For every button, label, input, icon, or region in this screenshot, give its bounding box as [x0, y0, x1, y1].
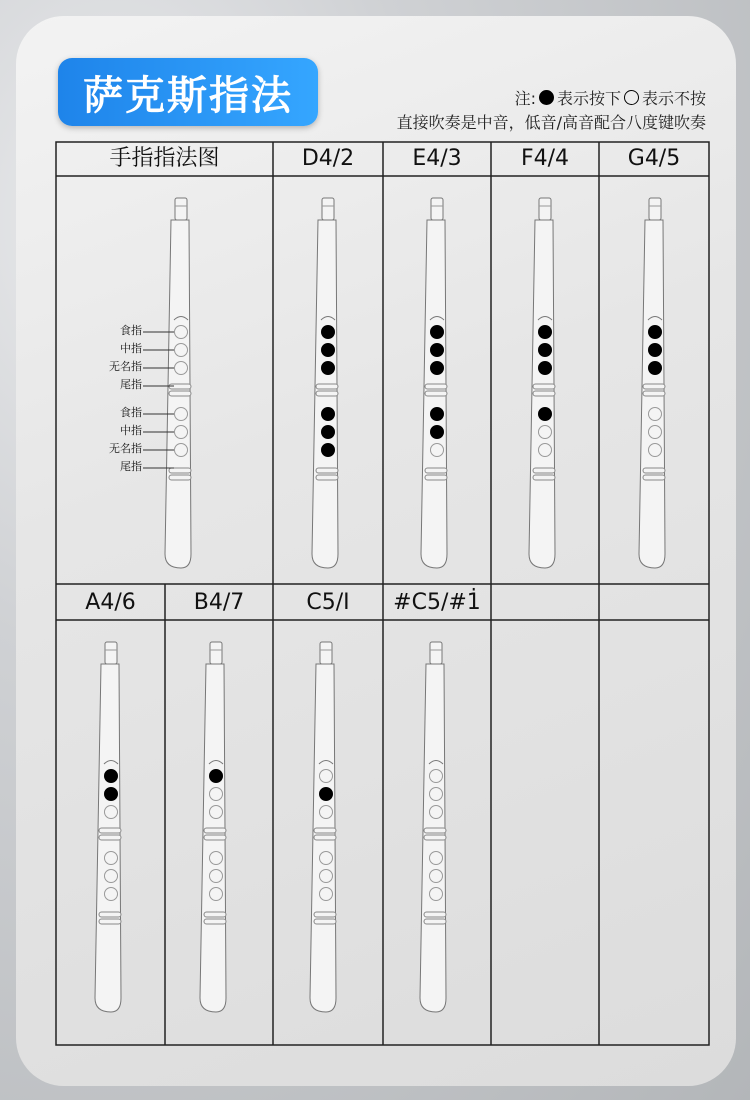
page-title: 萨克斯指法	[83, 72, 293, 119]
saxophone-body	[95, 642, 121, 1012]
pinky-key	[204, 912, 226, 917]
pressed-hole	[539, 326, 552, 339]
pinky-key	[316, 475, 338, 480]
pinky-key	[204, 919, 226, 924]
pinky-key	[643, 384, 665, 389]
open-hole	[320, 806, 333, 819]
open-hole	[430, 770, 443, 783]
open-hole	[175, 344, 188, 357]
header-note: A4/6	[85, 590, 136, 615]
pinky-key	[425, 475, 447, 480]
open-hole	[105, 870, 118, 883]
header-fingering-chart: 手指指法图	[109, 146, 220, 171]
header-note: B4/7	[193, 590, 245, 615]
pinky-key	[425, 391, 447, 396]
pinky-key	[314, 919, 336, 924]
mouthpiece	[431, 198, 443, 220]
open-hole	[320, 852, 333, 865]
pinky-key	[169, 468, 191, 473]
pinky-key	[314, 912, 336, 917]
open-hole	[649, 426, 662, 439]
pinky-key	[424, 919, 446, 924]
finger-label: 尾指	[120, 460, 142, 473]
header-note: G4/5	[627, 146, 681, 171]
header-note: D4/2	[301, 146, 355, 171]
legend-filled-text: 表示按下	[556, 89, 621, 108]
mouthpiece	[430, 642, 442, 664]
pressed-hole	[649, 344, 662, 357]
open-hole	[105, 806, 118, 819]
pinky-key	[533, 475, 555, 480]
pinky-key	[169, 475, 191, 480]
open-hole	[649, 408, 662, 421]
pinky-key	[533, 384, 555, 389]
open-hole	[430, 852, 443, 865]
pressed-hole	[322, 344, 335, 357]
open-hole	[539, 426, 552, 439]
open-hole	[430, 888, 443, 901]
pressed-hole	[322, 362, 335, 375]
pinky-key	[316, 391, 338, 396]
finger-label: 尾指	[120, 378, 142, 391]
instruction-note: 直接吹奏是中音，低音/高音配合八度键吹奏	[396, 113, 706, 132]
open-hole	[430, 870, 443, 883]
saxophone-body	[143, 198, 191, 568]
saxophone-body	[312, 198, 338, 568]
pinky-key	[643, 391, 665, 396]
open-hole	[431, 444, 444, 457]
pinky-key	[425, 384, 447, 389]
pressed-hole	[105, 788, 118, 801]
finger-label: 食指	[120, 324, 142, 337]
finger-label: 无名指	[109, 360, 142, 373]
saxophone-body	[639, 198, 665, 568]
finger-label: 食指	[120, 406, 142, 419]
pinky-key	[99, 919, 121, 924]
header-note: C5/I	[306, 590, 350, 615]
pinky-key	[533, 468, 555, 473]
pinky-key	[169, 391, 191, 396]
open-hole	[210, 870, 223, 883]
mouthpiece	[175, 198, 187, 220]
open-hole	[320, 770, 333, 783]
saxophone-body	[529, 198, 555, 568]
mouthpiece	[649, 198, 661, 220]
pinky-key	[643, 475, 665, 480]
pressed-hole	[649, 362, 662, 375]
mouthpiece	[539, 198, 551, 220]
header-note: E4/3	[412, 146, 462, 171]
mouthpiece	[105, 642, 117, 664]
pressed-hole	[539, 344, 552, 357]
open-hole	[175, 326, 188, 339]
mouthpiece	[320, 642, 332, 664]
open-hole	[175, 426, 188, 439]
saxophone-body	[420, 642, 446, 1012]
legend-empty-text: 表示不按	[641, 89, 706, 108]
mouthpiece	[322, 198, 334, 220]
pinky-key	[425, 468, 447, 473]
open-hole	[539, 444, 552, 457]
pressed-hole	[210, 770, 223, 783]
open-hole	[430, 806, 443, 819]
pressed-hole	[322, 408, 335, 421]
saxophone-body	[310, 642, 336, 1012]
open-hole	[175, 408, 188, 421]
pressed-hole	[431, 344, 444, 357]
pinky-key	[424, 835, 446, 840]
pinky-key	[533, 391, 555, 396]
finger-label: 无名指	[109, 442, 142, 455]
open-hole	[105, 852, 118, 865]
open-hole	[210, 806, 223, 819]
finger-label: 中指	[120, 342, 142, 355]
pressed-hole	[431, 362, 444, 375]
open-hole	[320, 888, 333, 901]
pinky-key	[424, 912, 446, 917]
pinky-key	[314, 835, 336, 840]
header-note: F4/4	[520, 146, 570, 171]
pinky-key	[316, 384, 338, 389]
pressed-hole	[322, 426, 335, 439]
pressed-hole	[105, 770, 118, 783]
pressed-hole	[539, 408, 552, 421]
pinky-key	[204, 835, 226, 840]
pinky-key	[99, 828, 121, 833]
pinky-key	[204, 828, 226, 833]
mouthpiece	[210, 642, 222, 664]
pressed-hole	[320, 788, 333, 801]
pressed-hole	[431, 426, 444, 439]
pressed-hole	[322, 444, 335, 457]
pinky-key	[643, 468, 665, 473]
header-note: #C5/#1̇	[393, 590, 481, 615]
finger-label: 中指	[120, 424, 142, 437]
open-hole	[210, 888, 223, 901]
open-hole	[320, 870, 333, 883]
open-hole	[649, 444, 662, 457]
pinky-key	[99, 835, 121, 840]
pinky-key	[316, 468, 338, 473]
legend-prefix: 注:	[514, 89, 536, 108]
pressed-hole	[431, 326, 444, 339]
open-hole	[105, 888, 118, 901]
pressed-hole	[649, 326, 662, 339]
pinky-key	[424, 828, 446, 833]
saxophone-body	[200, 642, 226, 1012]
saxophone-body	[421, 198, 447, 568]
open-hole	[210, 852, 223, 865]
pressed-hole	[431, 408, 444, 421]
open-hole	[430, 788, 443, 801]
pressed-hole	[539, 362, 552, 375]
pinky-key	[314, 828, 336, 833]
open-hole	[175, 444, 188, 457]
pressed-hole	[322, 326, 335, 339]
open-hole	[210, 788, 223, 801]
open-hole	[175, 362, 188, 375]
pinky-key	[99, 912, 121, 917]
